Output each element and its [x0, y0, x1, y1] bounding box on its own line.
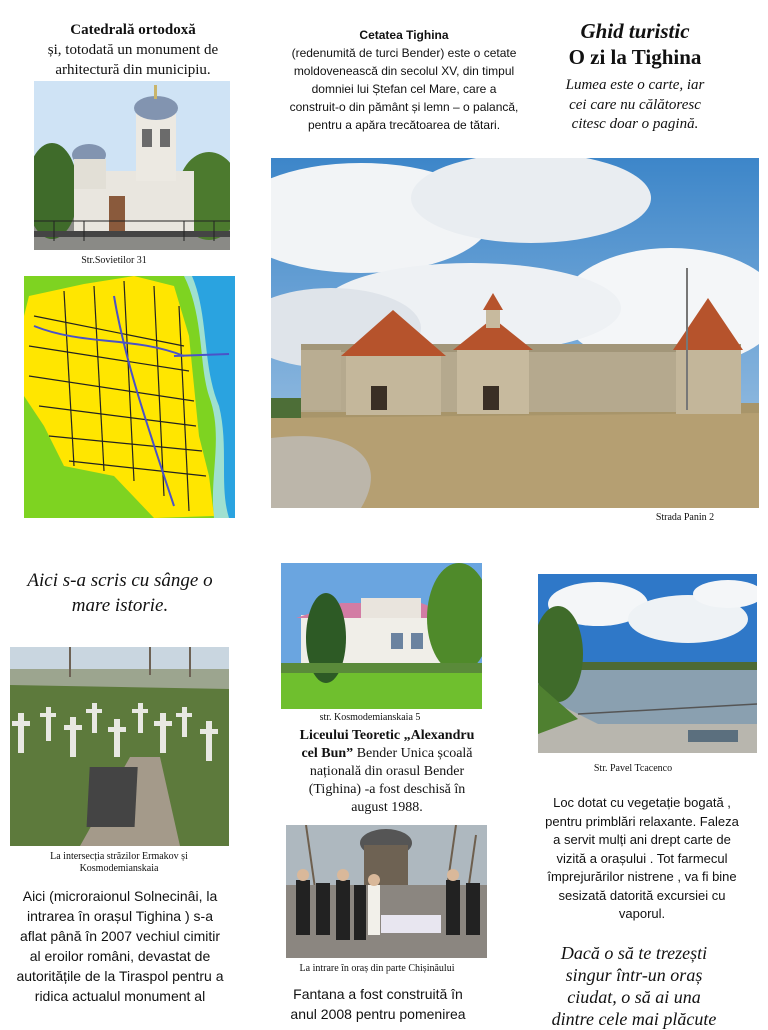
lyceum-text: Bender Unica școală națională din orasul Bender (Tighina) -a fost deschisă în august 1988.: [308, 746, 473, 815]
riverside-text: Loc dotat cu vegetație bogată , pentru primblări relaxante. Faleza a servit mulți ani drept carte de vizită a orașului . Tot farmecul împrejurărilor nistrene , va fi bine sesizată datorită excursiei cu vaporul.: [545, 795, 739, 921]
history-quote: Aici s-a scris cu sânge o mare istorie.: [27, 570, 213, 616]
guide-quote: Lumea este o carte, iar cei care nu călătoresc citesc doar o pagină.: [565, 77, 705, 132]
guide-subtitle: O zi la Tighina: [568, 45, 702, 69]
cathedral-text-block: [28, 20, 238, 80]
riverside-quote: Dacă o să te trezești singur într-un oraș ciudat, o să ai una dintre cele mai plăcute: [551, 943, 717, 1029]
history-text: Aici (microraionul Solnecinâi, la intrarea în orașul Tighina ) s-a aflat până în 2007 vechiul cimitir al eroilor români, devastat de autoritățile de la Tiraspol pentru a ridica actualul monument al: [16, 888, 224, 1004]
fountain-text: Fantana a fost construită în anul 2008 pentru pomenirea: [290, 986, 466, 1022]
cathedral-caption: Str.Sovietilor 31: [81, 255, 147, 266]
guide-header: [545, 18, 725, 135]
fortress-text-block: [288, 26, 520, 134]
cathedral-title: Catedrală ortodoxă: [70, 22, 196, 38]
fountain-caption: La intrare în oraș din parte Chișinăului: [299, 963, 455, 974]
fortress-photo: [271, 158, 759, 508]
city-map: [24, 276, 235, 518]
guide-title: Ghid turistic: [580, 19, 690, 43]
fortress-text: (redenumită de turci Bender) este o cetate moldovenească din secolul XV, din timpul domniei lui Ștefan cel Mare, care a construit-o din pământ și lemn – o palancă, pentru a apăra trecătoarea de tătari.: [289, 46, 519, 132]
cemetery-caption: La intersecția străzilor Ermakov și Kosmodemianskaia: [50, 851, 188, 874]
fountain-photo: [286, 825, 487, 958]
cemetery-photo: [10, 647, 229, 846]
lyceum-photo: [281, 563, 482, 709]
lyceum-text-block: [290, 727, 484, 817]
fortress-caption: Strada Panin 2: [655, 512, 715, 523]
cathedral-text: și, totodată un monument de arhitectură din municipiu.: [47, 42, 219, 78]
lyceum-caption: str. Kosmodemianskaia 5: [319, 712, 421, 723]
lyceum-name: Liceului Teoretic „Alexandru cel Bun”: [299, 728, 475, 761]
riverside-caption: Str. Pavel Tcacenco: [593, 763, 673, 774]
riverside-photo: [538, 574, 757, 753]
cathedral-photo: [34, 81, 230, 250]
fortress-title: Cetatea Tighina: [359, 28, 449, 42]
